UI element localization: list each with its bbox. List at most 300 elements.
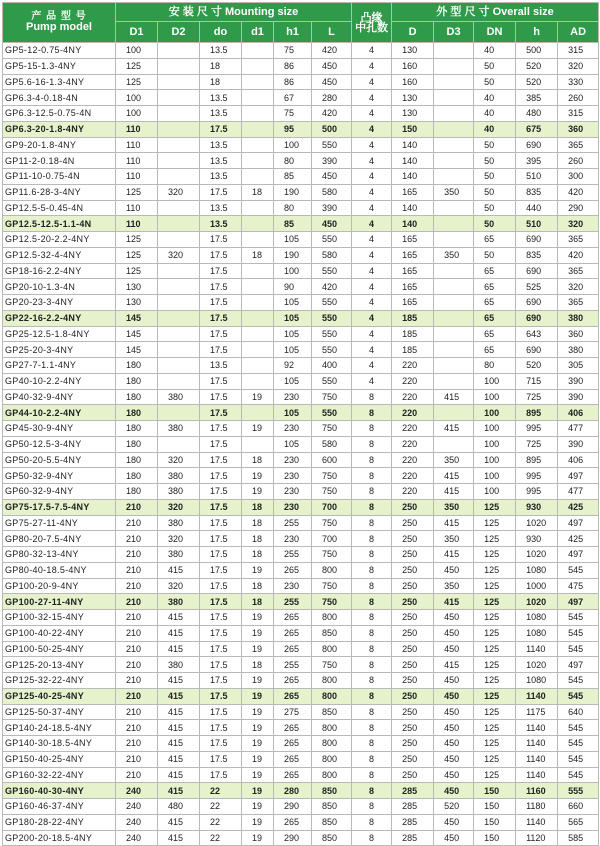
cell-d1: [242, 169, 274, 185]
cell-l: 500: [312, 121, 352, 137]
cell-h: 1140: [516, 736, 558, 752]
cell-model: GP100-50-25-4NY: [3, 641, 116, 657]
cell-model: GP6.3-12.5-0.75-4N: [3, 106, 116, 122]
table-row: [3, 799, 599, 815]
cell-do: 18: [200, 74, 242, 90]
cell-d1: 240: [116, 814, 158, 830]
cell-holes: 8: [352, 515, 392, 531]
cell-d3: [434, 74, 474, 90]
col-header-h: h: [516, 22, 558, 43]
cell-d2: [158, 137, 200, 153]
cell-l: 580: [312, 247, 352, 263]
cell-dn: 100: [474, 452, 516, 468]
cell-dn: 125: [474, 547, 516, 563]
cell-d: 160: [392, 74, 434, 90]
cell-holes: 4: [352, 74, 392, 90]
col-header-D2: D2: [158, 22, 200, 43]
cell-l: 420: [312, 106, 352, 122]
cell-model: GP40-32-9-4NY: [3, 389, 116, 405]
cell-do: 17.5: [200, 405, 242, 421]
cell-model: GP125-20-13-4NY: [3, 657, 116, 673]
cell-ad: 660: [558, 799, 599, 815]
cell-model: GP9-20-1.8-4NY: [3, 137, 116, 153]
cell-model: GP80-20-7.5-4NY: [3, 531, 116, 547]
cell-l: 580: [312, 184, 352, 200]
cell-dn: 125: [474, 515, 516, 531]
cell-d1: 18: [242, 657, 274, 673]
col-header-d1: d1: [242, 22, 274, 43]
cell-holes: 8: [352, 673, 392, 689]
cell-model: GP75-27-11-4NY: [3, 515, 116, 531]
cell-holes: 8: [352, 704, 392, 720]
cell-d: 165: [392, 184, 434, 200]
cell-model: GP50-12.5-3-4NY: [3, 436, 116, 452]
cell-h1: 265: [274, 562, 312, 578]
table-header: [3, 3, 599, 43]
cell-model: GP200-20-18.5-4NY: [3, 830, 116, 846]
cell-d2: 380: [158, 515, 200, 531]
table-row: [3, 169, 599, 185]
cell-dn: 65: [474, 263, 516, 279]
cell-d3: [434, 279, 474, 295]
cell-holes: 4: [352, 342, 392, 358]
cell-d1: [242, 326, 274, 342]
cell-d1: 19: [242, 720, 274, 736]
cell-d3: 415: [434, 594, 474, 610]
cell-d2: 380: [158, 594, 200, 610]
cell-model: GP50-32-9-4NY: [3, 468, 116, 484]
cell-h: 1140: [516, 720, 558, 736]
cell-do: 22: [200, 799, 242, 815]
cell-h: 1140: [516, 767, 558, 783]
cell-l: 850: [312, 814, 352, 830]
cell-d2: [158, 358, 200, 374]
cell-d3: 450: [434, 720, 474, 736]
cell-holes: 8: [352, 736, 392, 752]
cell-do: 17.5: [200, 688, 242, 704]
cell-model: GP5-12-0.75-4NY: [3, 43, 116, 59]
cell-h1: 230: [274, 499, 312, 515]
cell-do: 17.5: [200, 436, 242, 452]
cell-model: GP25-20-3-4NY: [3, 342, 116, 358]
cell-h: 1020: [516, 657, 558, 673]
table-row: [3, 547, 599, 563]
cell-ad: 545: [558, 720, 599, 736]
cell-d: 220: [392, 373, 434, 389]
cell-dn: 40: [474, 106, 516, 122]
cell-d1: [242, 263, 274, 279]
cell-l: 750: [312, 594, 352, 610]
cell-h: 1120: [516, 830, 558, 846]
cell-do: 22: [200, 783, 242, 799]
cell-dn: 100: [474, 484, 516, 500]
cell-d1: [242, 200, 274, 216]
cell-l: 280: [312, 90, 352, 106]
cell-do: 18: [200, 58, 242, 74]
cell-d3: 450: [434, 783, 474, 799]
cell-d1: [242, 342, 274, 358]
cell-holes: 4: [352, 153, 392, 169]
cell-ad: 390: [558, 373, 599, 389]
cell-d: 250: [392, 610, 434, 626]
cell-d1: 18: [242, 594, 274, 610]
cell-d2: 320: [158, 499, 200, 515]
cell-h1: 230: [274, 452, 312, 468]
cell-l: 800: [312, 673, 352, 689]
cell-model: GP100-32-15-4NY: [3, 610, 116, 626]
cell-h: 500: [516, 43, 558, 59]
cell-model: GP60-32-9-4NY: [3, 484, 116, 500]
cell-model: GP45-30-9-4NY: [3, 421, 116, 437]
cell-model: GP140-30-18.5-4NY: [3, 736, 116, 752]
cell-d1: 125: [116, 247, 158, 263]
cell-d1: 19: [242, 704, 274, 720]
table-row: [3, 515, 599, 531]
cell-h1: 230: [274, 531, 312, 547]
cell-model: GP25-12.5-1.8-4NY: [3, 326, 116, 342]
table-row: [3, 232, 599, 248]
cell-h1: 230: [274, 578, 312, 594]
cell-do: 17.5: [200, 562, 242, 578]
table-row-highlighted: [3, 121, 599, 137]
cell-d1: [242, 310, 274, 326]
cell-d1: 210: [116, 531, 158, 547]
cell-ad: 497: [558, 468, 599, 484]
cell-d1: 18: [242, 578, 274, 594]
cell-model: GP125-32-22-4NY: [3, 673, 116, 689]
cell-ad: 640: [558, 704, 599, 720]
cell-d3: 450: [434, 673, 474, 689]
cell-holes: 8: [352, 799, 392, 815]
cell-d2: [158, 169, 200, 185]
cell-d: 165: [392, 263, 434, 279]
cell-h: 1140: [516, 814, 558, 830]
cell-l: 750: [312, 468, 352, 484]
col-header-L: L: [312, 22, 352, 43]
cell-h1: 265: [274, 767, 312, 783]
col-header-AD: AD: [558, 22, 599, 43]
cell-h: 1080: [516, 562, 558, 578]
cell-d2: 415: [158, 783, 200, 799]
cell-d2: [158, 216, 200, 232]
cell-d2: 380: [158, 484, 200, 500]
cell-d: 250: [392, 499, 434, 515]
cell-d1: 210: [116, 578, 158, 594]
cell-holes: 4: [352, 247, 392, 263]
cell-d1: 19: [242, 688, 274, 704]
cell-l: 550: [312, 326, 352, 342]
cell-ad: 420: [558, 184, 599, 200]
cell-d1: [242, 216, 274, 232]
cell-h1: 105: [274, 310, 312, 326]
flange-holes-header-line2: 中孔数: [355, 21, 389, 34]
cell-dn: 65: [474, 310, 516, 326]
cell-ad: 300: [558, 169, 599, 185]
cell-l: 750: [312, 515, 352, 531]
table-row: [3, 74, 599, 90]
cell-do: 17.5: [200, 625, 242, 641]
cell-d3: [434, 232, 474, 248]
cell-h: 395: [516, 153, 558, 169]
cell-d3: 415: [434, 515, 474, 531]
cell-d1: 19: [242, 767, 274, 783]
cell-dn: 50: [474, 169, 516, 185]
cell-h: 835: [516, 247, 558, 263]
cell-d1: 210: [116, 594, 158, 610]
cell-holes: 8: [352, 484, 392, 500]
cell-d: 220: [392, 468, 434, 484]
cell-ad: 390: [558, 436, 599, 452]
cell-holes: 4: [352, 295, 392, 311]
cell-d1: [242, 436, 274, 452]
cell-d1: 125: [116, 184, 158, 200]
cell-d1: 19: [242, 673, 274, 689]
cell-h1: 230: [274, 389, 312, 405]
cell-h1: 85: [274, 169, 312, 185]
cell-d2: [158, 342, 200, 358]
cell-d2: [158, 74, 200, 90]
cell-d3: 350: [434, 578, 474, 594]
cell-d3: 415: [434, 484, 474, 500]
col-header-do: do: [200, 22, 242, 43]
cell-l: 750: [312, 547, 352, 563]
cell-h: 1020: [516, 594, 558, 610]
cell-d3: 350: [434, 531, 474, 547]
cell-h: 1020: [516, 547, 558, 563]
cell-d1: 19: [242, 830, 274, 846]
cell-d3: 350: [434, 452, 474, 468]
cell-h: 520: [516, 58, 558, 74]
cell-do: 13.5: [200, 358, 242, 374]
cell-dn: 125: [474, 704, 516, 720]
cell-d1: [242, 74, 274, 90]
cell-d2: [158, 263, 200, 279]
cell-ad: 477: [558, 484, 599, 500]
model-header-en: Pump model: [25, 21, 92, 33]
table-row: [3, 436, 599, 452]
cell-ad: 545: [558, 767, 599, 783]
cell-d1: 180: [116, 421, 158, 437]
table-row: [3, 641, 599, 657]
cell-d1: 145: [116, 342, 158, 358]
cell-ad: 406: [558, 405, 599, 421]
cell-do: 17.5: [200, 342, 242, 358]
cell-d3: [434, 263, 474, 279]
cell-model: GP40-10-2.2-4NY: [3, 373, 116, 389]
cell-d: 250: [392, 720, 434, 736]
cell-model: GP100-40-22-4NY: [3, 625, 116, 641]
cell-do: 17.5: [200, 499, 242, 515]
cell-h1: 290: [274, 830, 312, 846]
col-header-D1: D1: [116, 22, 158, 43]
cell-holes: 4: [352, 358, 392, 374]
cell-d1: 19: [242, 736, 274, 752]
cell-do: 17.5: [200, 767, 242, 783]
cell-holes: 4: [352, 200, 392, 216]
cell-h1: 105: [274, 232, 312, 248]
cell-dn: 65: [474, 342, 516, 358]
table-row: [3, 468, 599, 484]
cell-do: 17.5: [200, 484, 242, 500]
cell-d: 220: [392, 405, 434, 421]
cell-ad: 497: [558, 594, 599, 610]
cell-holes: 4: [352, 263, 392, 279]
cell-holes: 4: [352, 310, 392, 326]
table-body: [3, 43, 599, 846]
cell-d2: [158, 153, 200, 169]
table-row: [3, 484, 599, 500]
cell-d: 160: [392, 58, 434, 74]
cell-h1: 265: [274, 720, 312, 736]
cell-ad: 545: [558, 610, 599, 626]
cell-d1: [242, 358, 274, 374]
cell-d: 250: [392, 515, 434, 531]
cell-holes: 4: [352, 121, 392, 137]
cell-d1: 110: [116, 169, 158, 185]
cell-ad: 330: [558, 74, 599, 90]
cell-h: 1080: [516, 673, 558, 689]
cell-h: 1020: [516, 515, 558, 531]
cell-do: 17.5: [200, 594, 242, 610]
cell-d1: [242, 373, 274, 389]
cell-do: 17.5: [200, 468, 242, 484]
cell-do: 17.5: [200, 184, 242, 200]
cell-do: 17.5: [200, 279, 242, 295]
cell-d1: [242, 90, 274, 106]
cell-d: 165: [392, 247, 434, 263]
cell-d3: 415: [434, 468, 474, 484]
cell-d1: 110: [116, 200, 158, 216]
cell-holes: 8: [352, 641, 392, 657]
cell-d2: 415: [158, 641, 200, 657]
table-row: [3, 578, 599, 594]
cell-do: 22: [200, 830, 242, 846]
cell-d1: 110: [116, 216, 158, 232]
overall-size-group-header: 外 型 尺 寸 Overall size: [392, 3, 599, 22]
cell-holes: 8: [352, 547, 392, 563]
table-row-highlighted: [3, 688, 599, 704]
cell-h1: 280: [274, 783, 312, 799]
cell-do: 17.5: [200, 421, 242, 437]
cell-d: 250: [392, 578, 434, 594]
cell-d3: [434, 200, 474, 216]
cell-h1: 80: [274, 200, 312, 216]
cell-d1: 210: [116, 720, 158, 736]
table-row: [3, 373, 599, 389]
cell-holes: 8: [352, 783, 392, 799]
model-header-cn: 产 品 型 号: [31, 11, 87, 22]
cell-model: GP12.5-32-4-4NY: [3, 247, 116, 263]
table-row: [3, 358, 599, 374]
cell-model: GP160-32-22-4NY: [3, 767, 116, 783]
cell-d1: 180: [116, 452, 158, 468]
cell-d3: [434, 58, 474, 74]
cell-d1: 18: [242, 547, 274, 563]
cell-d1: [242, 153, 274, 169]
cell-l: 850: [312, 625, 352, 641]
cell-do: 17.5: [200, 121, 242, 137]
cell-d1: 18: [242, 452, 274, 468]
cell-h1: 265: [274, 641, 312, 657]
cell-d1: 210: [116, 515, 158, 531]
cell-l: 550: [312, 137, 352, 153]
cell-l: 390: [312, 153, 352, 169]
cell-h: 690: [516, 137, 558, 153]
cell-d1: 130: [116, 279, 158, 295]
cell-d1: 180: [116, 405, 158, 421]
cell-do: 13.5: [200, 153, 242, 169]
cell-do: 17.5: [200, 389, 242, 405]
cell-l: 850: [312, 704, 352, 720]
cell-d: 140: [392, 153, 434, 169]
cell-ad: 497: [558, 657, 599, 673]
cell-d3: 450: [434, 625, 474, 641]
cell-d1: 180: [116, 468, 158, 484]
table-row: [3, 673, 599, 689]
cell-ad: 290: [558, 200, 599, 216]
cell-d: 185: [392, 342, 434, 358]
cell-d2: 320: [158, 578, 200, 594]
cell-l: 750: [312, 421, 352, 437]
cell-do: 17.5: [200, 232, 242, 248]
cell-d3: [434, 373, 474, 389]
table-row: [3, 326, 599, 342]
cell-l: 800: [312, 688, 352, 704]
cell-do: 13.5: [200, 216, 242, 232]
cell-do: 17.5: [200, 295, 242, 311]
cell-d: 220: [392, 358, 434, 374]
cell-holes: 8: [352, 531, 392, 547]
cell-ad: 320: [558, 58, 599, 74]
cell-d2: 380: [158, 389, 200, 405]
cell-d: 250: [392, 736, 434, 752]
cell-d3: [434, 405, 474, 421]
cell-d3: [434, 436, 474, 452]
cell-d1: 19: [242, 783, 274, 799]
table-row: [3, 562, 599, 578]
cell-d1: 100: [116, 90, 158, 106]
cell-holes: 8: [352, 468, 392, 484]
cell-model: GP12.5-12.5-1.1-4N: [3, 216, 116, 232]
cell-h1: 75: [274, 43, 312, 59]
cell-model: GP125-40-25-4NY: [3, 688, 116, 704]
cell-d2: 380: [158, 547, 200, 563]
cell-d1: 19: [242, 751, 274, 767]
cell-d3: [434, 106, 474, 122]
cell-model: GP180-28-22-4NY: [3, 814, 116, 830]
cell-dn: 125: [474, 657, 516, 673]
cell-holes: 4: [352, 137, 392, 153]
table-row: [3, 200, 599, 216]
cell-l: 850: [312, 799, 352, 815]
cell-d1: 100: [116, 43, 158, 59]
cell-dn: 150: [474, 830, 516, 846]
cell-holes: 4: [352, 279, 392, 295]
cell-holes: 4: [352, 58, 392, 74]
cell-holes: 8: [352, 389, 392, 405]
cell-d2: [158, 326, 200, 342]
cell-holes: 8: [352, 814, 392, 830]
cell-d: 130: [392, 90, 434, 106]
cell-d1: 19: [242, 484, 274, 500]
cell-d2: [158, 279, 200, 295]
table-row: [3, 263, 599, 279]
cell-ad: 545: [558, 688, 599, 704]
cell-do: 17.5: [200, 547, 242, 563]
cell-dn: 125: [474, 688, 516, 704]
cell-model: GP80-40-18.5-4NY: [3, 562, 116, 578]
cell-l: 800: [312, 767, 352, 783]
